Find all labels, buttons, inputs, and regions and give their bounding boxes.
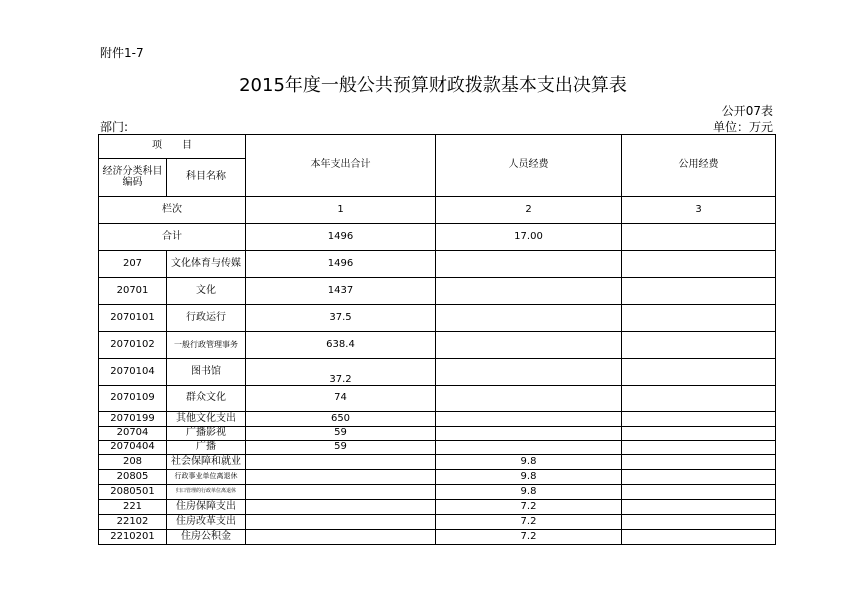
row-name: 住房保障支出: [167, 500, 246, 515]
row-public: [622, 455, 776, 470]
attachment-label: 附件1-7: [100, 46, 144, 60]
table-row: [99, 470, 776, 485]
row-public: [622, 427, 776, 441]
row-code: 2070199: [99, 412, 167, 427]
row-code: 22102: [99, 515, 167, 530]
personnel-header: 人员经费: [436, 135, 622, 197]
row-personnel: [436, 427, 622, 441]
row-public: [622, 251, 776, 278]
row-name: 归口管理的行政单位离退休: [167, 485, 246, 500]
row-code: 20805: [99, 470, 167, 485]
row-total: [246, 455, 436, 470]
row-personnel: [436, 332, 622, 359]
row-code: 2070404: [99, 441, 167, 455]
row-name: 广播: [167, 441, 246, 455]
row-name: 一般行政管理事务: [167, 332, 246, 359]
row-personnel: 7.2: [436, 530, 622, 545]
row-total: 1437: [246, 278, 436, 305]
table-row: [99, 500, 776, 515]
row-name: 文化体育与传媒: [167, 251, 246, 278]
sum-personnel: 17.00: [436, 224, 622, 251]
name-header: 科目名称: [167, 159, 246, 197]
department-label: 部门:: [100, 120, 129, 134]
row-public: [622, 500, 776, 515]
row-total: 74: [246, 386, 436, 412]
row-total: [246, 470, 436, 485]
row-name: 其他文化支出: [167, 412, 246, 427]
row-public: [622, 359, 776, 386]
row-name: 行政运行: [167, 305, 246, 332]
row-code: 20704: [99, 427, 167, 441]
row-public: [622, 386, 776, 412]
total-header: 本年支出合计: [246, 135, 436, 197]
table-row: [99, 359, 776, 386]
table-row: [99, 412, 776, 427]
header-row-project: [99, 135, 776, 159]
row-total: 37.2: [246, 359, 436, 386]
row-personnel: [436, 412, 622, 427]
project-header: 项 目: [99, 135, 246, 159]
row-name: 住房公积金: [167, 530, 246, 545]
row-name: 群众文化: [167, 386, 246, 412]
table-row: [99, 251, 776, 278]
table-row: [99, 427, 776, 441]
page-title: 2015年度一般公共预算财政拨款基本支出决算表: [239, 75, 627, 96]
row-name: 广播影视: [167, 427, 246, 441]
col-number-2: 2: [436, 197, 622, 224]
table-row: [99, 515, 776, 530]
row-code: 2070101: [99, 305, 167, 332]
row-name: 行政事业单位离退休: [167, 470, 246, 485]
table-row: [99, 332, 776, 359]
row-code: 2210201: [99, 530, 167, 545]
row-personnel: 9.8: [436, 470, 622, 485]
row-code: 2080501: [99, 485, 167, 500]
row-total: [246, 485, 436, 500]
row-name: 文化: [167, 278, 246, 305]
row-code: 208: [99, 455, 167, 470]
row-personnel: 7.2: [436, 500, 622, 515]
row-public: [622, 530, 776, 545]
row-total: 650: [246, 412, 436, 427]
col-number-3: 3: [622, 197, 776, 224]
sum-public: [622, 224, 776, 251]
row-personnel: [436, 359, 622, 386]
row-code: 207: [99, 251, 167, 278]
row-total: [246, 515, 436, 530]
row-public: [622, 332, 776, 359]
row-personnel: 9.8: [436, 485, 622, 500]
row-total: [246, 500, 436, 515]
expenditure-table: [98, 134, 776, 545]
row-code: 2070104: [99, 359, 167, 386]
row-personnel: [436, 251, 622, 278]
row-total: 37.5: [246, 305, 436, 332]
row-personnel: [436, 278, 622, 305]
row-total: 59: [246, 441, 436, 455]
row-total: [246, 530, 436, 545]
row-public: [622, 305, 776, 332]
row-personnel: [436, 441, 622, 455]
table-row: [99, 305, 776, 332]
unit-label: 单位：万元: [712, 120, 773, 134]
table-row: [99, 455, 776, 470]
column-number-row: [99, 197, 776, 224]
col-number-1: 1: [246, 197, 436, 224]
row-code: 2070102: [99, 332, 167, 359]
row-personnel: [436, 386, 622, 412]
row-personnel: 7.2: [436, 515, 622, 530]
sum-total: 1496: [246, 224, 436, 251]
row-total: 638.4: [246, 332, 436, 359]
row-public: [622, 485, 776, 500]
row-public: [622, 441, 776, 455]
row-public: [622, 515, 776, 530]
row-public: [622, 278, 776, 305]
row-code: 20701: [99, 278, 167, 305]
row-name: 社会保障和就业: [167, 455, 246, 470]
table-row: [99, 278, 776, 305]
row-total: 59: [246, 427, 436, 441]
row-code: 2070109: [99, 386, 167, 412]
sum-label: 合计: [99, 224, 246, 251]
row-code: 221: [99, 500, 167, 515]
row-public: [622, 470, 776, 485]
table-row: [99, 386, 776, 412]
column-label: 栏次: [99, 197, 246, 224]
sum-row: [99, 224, 776, 251]
row-total: 1496: [246, 251, 436, 278]
row-name: 图书馆: [167, 359, 246, 386]
form-number: 公开07表: [721, 104, 773, 118]
row-name: 住房改革支出: [167, 515, 246, 530]
table-row: [99, 530, 776, 545]
row-public: [622, 412, 776, 427]
table-row: [99, 441, 776, 455]
code-header: 经济分类科目编码: [99, 159, 167, 197]
public-header: 公用经费: [622, 135, 776, 197]
table-row: [99, 485, 776, 500]
row-personnel: [436, 305, 622, 332]
row-personnel: 9.8: [436, 455, 622, 470]
